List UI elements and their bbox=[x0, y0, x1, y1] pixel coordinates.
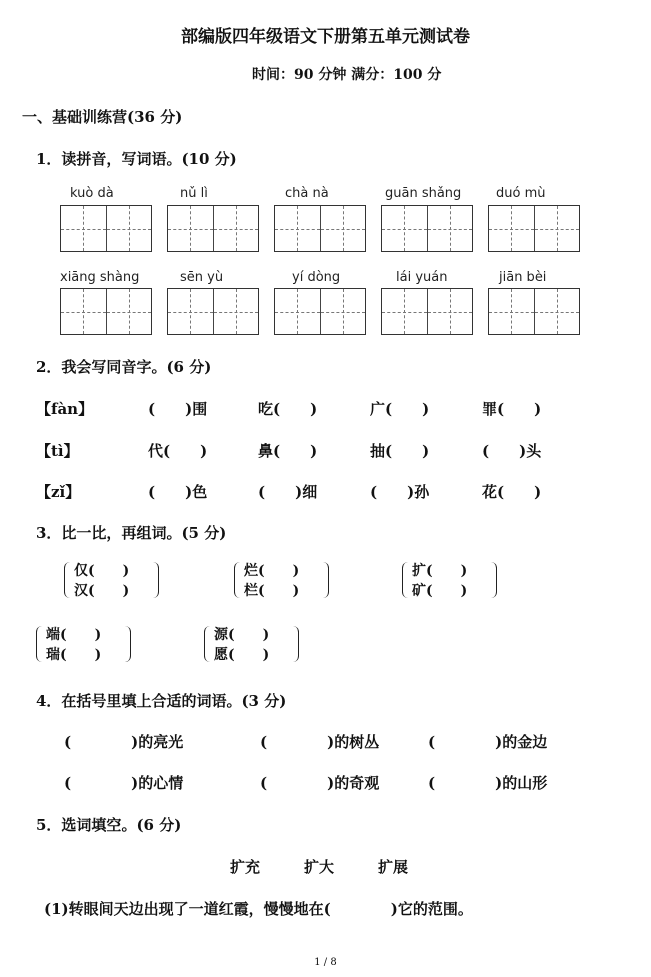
fill-blank[interactable]: 罪( ) bbox=[482, 400, 542, 418]
writing-grid[interactable] bbox=[60, 288, 152, 335]
left-brace bbox=[234, 562, 243, 598]
compare-word[interactable]: 扩( ) bbox=[412, 563, 468, 579]
left-brace bbox=[204, 626, 213, 662]
word-option: 扩充 bbox=[230, 858, 261, 876]
word-option: 扩展 bbox=[378, 858, 409, 876]
compare-word[interactable]: 仅( ) bbox=[74, 563, 130, 579]
question-4-label: 4．在括号里填上合适的词语。(3 分) bbox=[36, 692, 287, 710]
fill-blank[interactable]: 鼻( ) bbox=[258, 442, 318, 460]
right-brace bbox=[320, 562, 329, 598]
writing-grid[interactable] bbox=[167, 288, 259, 335]
pinyin-key: 【tì】 bbox=[36, 442, 79, 460]
page-title: 部编版四年级语文下册第五单元测试卷 bbox=[181, 27, 470, 47]
compare-word[interactable]: 栏( ) bbox=[244, 583, 300, 599]
fill-blank[interactable]: ( )围 bbox=[148, 400, 208, 418]
compare-word[interactable]: 汉( ) bbox=[74, 583, 130, 599]
question-2-label: 2．我会写同音字。(6 分) bbox=[36, 358, 212, 376]
left-brace bbox=[36, 626, 45, 662]
fill-blank[interactable]: ( )的金边 bbox=[428, 733, 548, 751]
writing-grid[interactable] bbox=[381, 288, 473, 335]
fill-blank[interactable]: ( )孙 bbox=[370, 483, 430, 501]
page-number: 1 / 8 bbox=[314, 957, 337, 968]
fill-blank[interactable]: 花( ) bbox=[482, 483, 542, 501]
fill-blank[interactable]: 广( ) bbox=[370, 400, 430, 418]
writing-grid[interactable] bbox=[167, 205, 259, 252]
left-brace bbox=[64, 562, 73, 598]
compare-word[interactable]: 源( ) bbox=[214, 627, 270, 643]
pinyin-label: kuò dà bbox=[70, 186, 114, 201]
exam-meta: 时间：90 分钟 满分：100 分 bbox=[252, 67, 442, 83]
right-brace bbox=[122, 626, 131, 662]
compare-word[interactable]: 烂( ) bbox=[244, 563, 300, 579]
writing-grid[interactable] bbox=[60, 205, 152, 252]
compare-word[interactable]: 愿( ) bbox=[214, 647, 270, 663]
fill-blank[interactable]: ( )头 bbox=[482, 442, 542, 460]
fill-blank[interactable]: ( )色 bbox=[148, 483, 208, 501]
pinyin-label: chà nà bbox=[285, 186, 329, 201]
left-brace bbox=[402, 562, 411, 598]
pinyin-label: xiāng shàng bbox=[60, 270, 140, 285]
pinyin-label: jiān bèi bbox=[499, 270, 547, 285]
right-brace bbox=[290, 626, 299, 662]
word-option: 扩大 bbox=[304, 858, 335, 876]
pinyin-label: nǔ lì bbox=[180, 186, 208, 201]
question-1-label: 1．读拼音，写词语。(10 分) bbox=[36, 150, 237, 168]
pinyin-key: 【fàn】 bbox=[36, 400, 94, 418]
fill-blank[interactable]: ( )细 bbox=[258, 483, 318, 501]
right-brace bbox=[488, 562, 497, 598]
pinyin-key: 【zǐ】 bbox=[36, 483, 81, 501]
fill-blank[interactable]: 吃( ) bbox=[258, 400, 318, 418]
writing-grid[interactable] bbox=[274, 205, 366, 252]
pinyin-label: yí dòng bbox=[292, 270, 341, 285]
right-brace bbox=[150, 562, 159, 598]
fill-blank[interactable]: ( )的亮光 bbox=[64, 733, 184, 751]
writing-grid[interactable] bbox=[488, 205, 580, 252]
pinyin-label: guān shǎng bbox=[385, 186, 462, 201]
fill-blank[interactable]: ( )的树丛 bbox=[260, 733, 380, 751]
compare-word[interactable]: 瑞( ) bbox=[46, 647, 102, 663]
writing-grid[interactable] bbox=[488, 288, 580, 335]
fill-blank[interactable]: 抽( ) bbox=[370, 442, 430, 460]
writing-grid[interactable] bbox=[274, 288, 366, 335]
pinyin-label: sēn yù bbox=[180, 270, 224, 285]
fill-sentence[interactable]: (1)转眼间天边出现了一道红霞，慢慢地在( )它的范围。 bbox=[44, 900, 473, 918]
pinyin-label: duó mù bbox=[496, 186, 546, 201]
pinyin-label: lái yuán bbox=[396, 270, 448, 285]
compare-word[interactable]: 矿( ) bbox=[412, 583, 468, 599]
section-1-heading: 一、基础训练营(36 分) bbox=[22, 108, 183, 126]
question-5-label: 5．选词填空。(6 分) bbox=[36, 816, 182, 834]
fill-blank[interactable]: 代( ) bbox=[148, 442, 208, 460]
question-3-label: 3．比一比，再组词。(5 分) bbox=[36, 524, 227, 542]
fill-blank[interactable]: ( )的奇观 bbox=[260, 774, 380, 792]
writing-grid[interactable] bbox=[381, 205, 473, 252]
compare-word[interactable]: 端( ) bbox=[46, 627, 102, 643]
fill-blank[interactable]: ( )的山形 bbox=[428, 774, 548, 792]
fill-blank[interactable]: ( )的心情 bbox=[64, 774, 184, 792]
